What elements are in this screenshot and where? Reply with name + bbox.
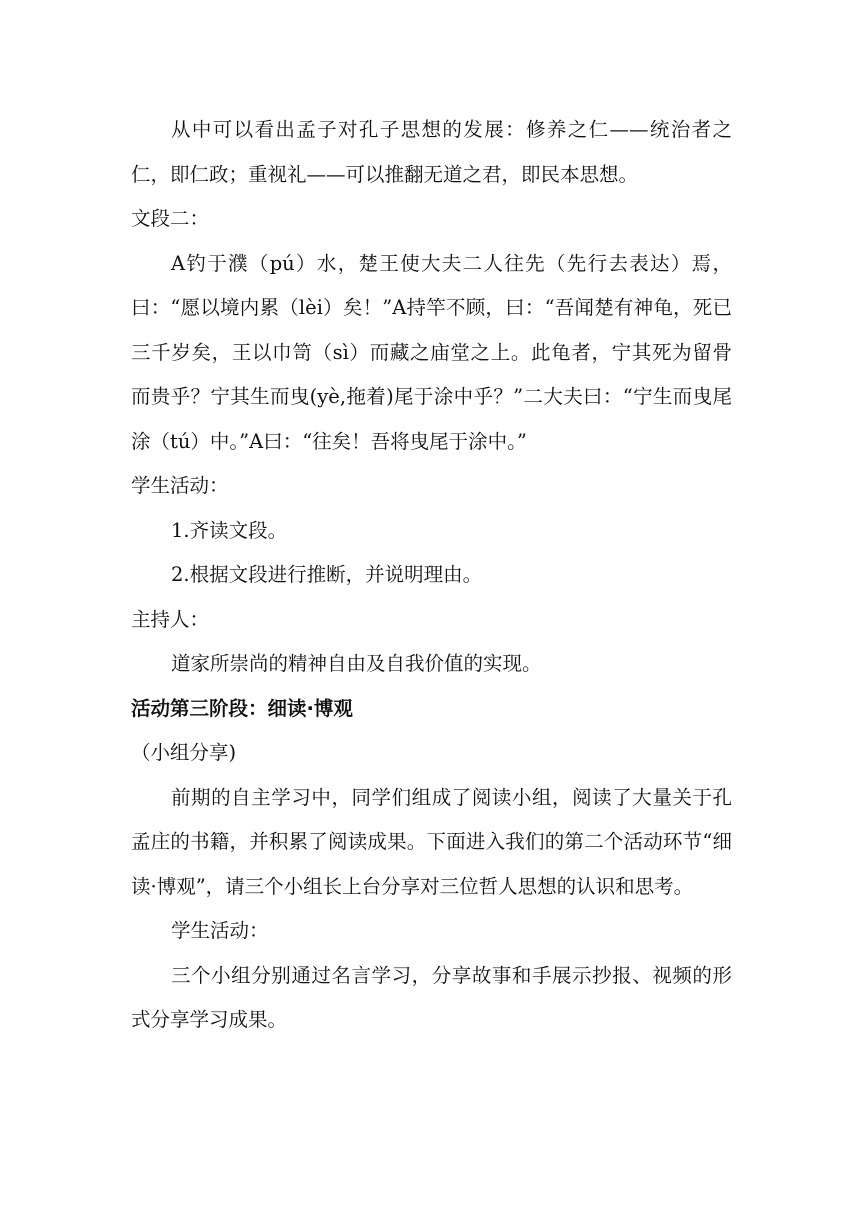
label-host: 主持人： bbox=[131, 607, 210, 631]
heading-passage-two: 文段二： bbox=[131, 207, 210, 230]
label-student-activity: 学生活动： bbox=[131, 474, 229, 497]
paragraph-reading-groups: 前期的自主学习中，同学们组成了阅读小组，阅读了大量关于孔孟庄的书籍，并积累了阅读成果。下面进入我们的第二个活动环节“细读·博观”，请三个小组长上台分享对三位哲人思想的认识和思考。 bbox=[131, 785, 732, 898]
paragraph-group-results: 三个小组分别通过名言学习，分享故事和手展示抄报、视频的形式分享学习成果。 bbox=[131, 963, 732, 1031]
paragraph-mencius-development: 从中可以看出孟子对孔子思想的发展：修养之仁——统治者之仁，即仁政；重视礼——可以推翻无道之君，即民本思想。 bbox=[131, 118, 732, 186]
section-heading-stage-three: 活动第三阶段：细读·博观 bbox=[131, 696, 353, 720]
paragraph-passage-two-text: A钓于濮（pú）水，楚王使大夫二人往先（先行去表达）焉，曰：“愿以境内累（lèi）矣！”A持竿不顾，曰：“吾闻楚有神龟，死已三千岁矣，王以巾笥（sì）而藏之庙堂之上。此龟者，宁其死为留骨而贵乎？宁其生而曳(yè,拖着)尾于涂中乎？”二大夫曰：“宁生而曳尾涂（tú）中。”A曰：“往矣！吾将曳尾于涂中。” bbox=[131, 251, 732, 453]
paragraph-taoist-freedom: 道家所崇尚的精神自由及自我价值的实现。 bbox=[171, 652, 542, 675]
list-item-read-aloud: 1.齐读文段。 bbox=[171, 518, 288, 542]
label-group-share: （小组分享) bbox=[131, 741, 237, 764]
label-student-activity-2: 学生活动： bbox=[171, 919, 269, 942]
list-item-infer-reason: 2.根据文段进行推断，并说明理由。 bbox=[171, 563, 483, 586]
